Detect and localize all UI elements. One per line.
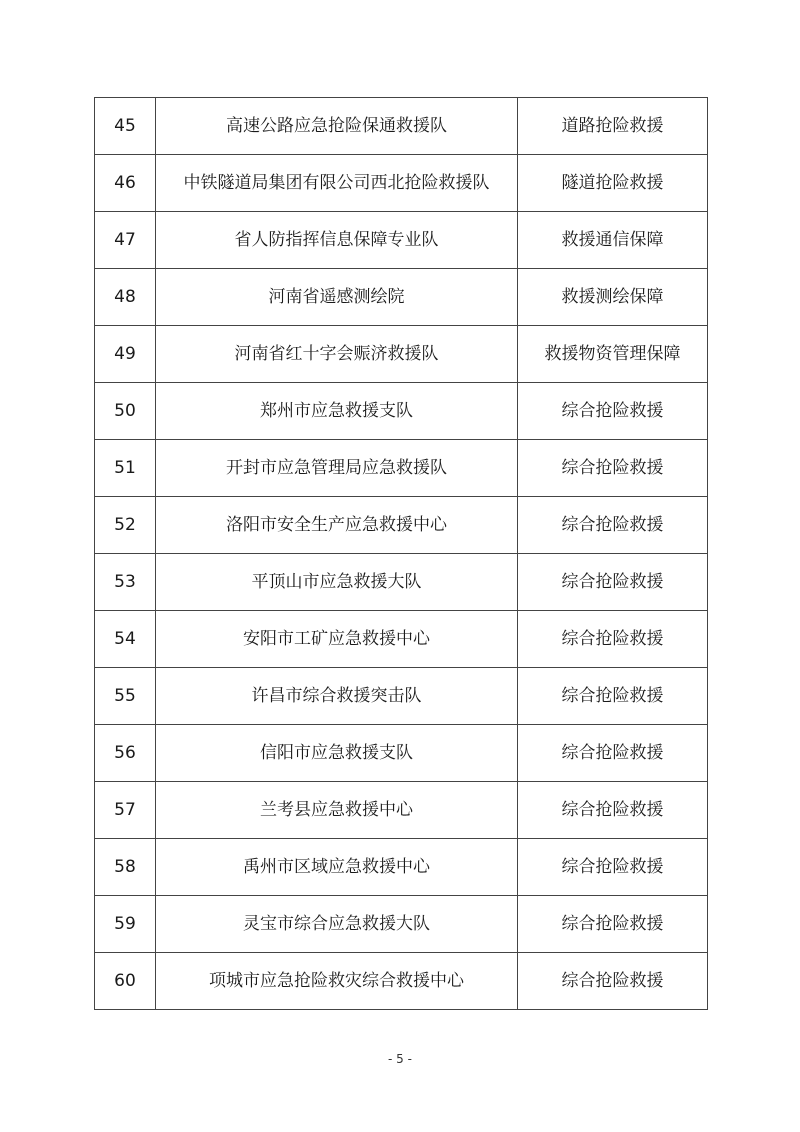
team-name: 郑州市应急救援支队	[156, 383, 518, 440]
row-number: 60	[95, 953, 156, 1010]
row-number: 47	[95, 212, 156, 269]
table-row	[95, 497, 708, 554]
team-name: 开封市应急管理局应急救援队	[156, 440, 518, 497]
rescue-type: 救援通信保障	[518, 212, 708, 269]
row-number: 46	[95, 155, 156, 212]
rescue-type: 救援物资管理保障	[518, 326, 708, 383]
table-row	[95, 953, 708, 1010]
row-number: 51	[95, 440, 156, 497]
team-name: 禹州市区域应急救援中心	[156, 839, 518, 896]
rescue-type: 综合抢险救援	[518, 383, 708, 440]
team-name: 项城市应急抢险救灾综合救援中心	[156, 953, 518, 1010]
rescue-type: 综合抢险救援	[518, 440, 708, 497]
row-number: 54	[95, 611, 156, 668]
team-name: 灵宝市综合应急救援大队	[156, 896, 518, 953]
table-row	[95, 725, 708, 782]
rescue-type: 综合抢险救援	[518, 953, 708, 1010]
row-number: 50	[95, 383, 156, 440]
page-number: - 5 -	[388, 1052, 412, 1066]
table-row	[95, 839, 708, 896]
table-row	[95, 611, 708, 668]
row-number: 58	[95, 839, 156, 896]
rescue-type: 综合抢险救援	[518, 725, 708, 782]
team-name: 许昌市综合救援突击队	[156, 668, 518, 725]
team-name: 信阳市应急救援支队	[156, 725, 518, 782]
row-number: 45	[95, 98, 156, 155]
team-name: 高速公路应急抢险保通救援队	[156, 98, 518, 155]
table-row	[95, 440, 708, 497]
rescue-type: 综合抢险救援	[518, 611, 708, 668]
rescue-type: 隧道抢险救援	[518, 155, 708, 212]
rescue-type: 道路抢险救援	[518, 98, 708, 155]
team-name: 河南省遥感测绘院	[156, 269, 518, 326]
rescue-team-table	[94, 97, 708, 1010]
table-row	[95, 668, 708, 725]
row-number: 55	[95, 668, 156, 725]
rescue-type: 综合抢险救援	[518, 668, 708, 725]
row-number: 52	[95, 497, 156, 554]
rescue-type: 综合抢险救援	[518, 896, 708, 953]
row-number: 53	[95, 554, 156, 611]
team-name: 省人防指挥信息保障专业队	[156, 212, 518, 269]
table-row	[95, 383, 708, 440]
table-row	[95, 98, 708, 155]
team-name: 安阳市工矿应急救援中心	[156, 611, 518, 668]
rescue-type: 救援测绘保障	[518, 269, 708, 326]
table-row	[95, 269, 708, 326]
rescue-type: 综合抢险救援	[518, 782, 708, 839]
rescue-type: 综合抢险救援	[518, 839, 708, 896]
row-number: 59	[95, 896, 156, 953]
team-name: 洛阳市安全生产应急救援中心	[156, 497, 518, 554]
table-row	[95, 554, 708, 611]
table-row	[95, 155, 708, 212]
row-number: 49	[95, 326, 156, 383]
table-row	[95, 326, 708, 383]
team-name: 兰考县应急救援中心	[156, 782, 518, 839]
table-row	[95, 212, 708, 269]
table-body	[95, 98, 708, 1010]
row-number: 48	[95, 269, 156, 326]
team-name: 中铁隧道局集团有限公司西北抢险救援队	[156, 155, 518, 212]
table-row	[95, 896, 708, 953]
row-number: 57	[95, 782, 156, 839]
row-number: 56	[95, 725, 156, 782]
rescue-type: 综合抢险救援	[518, 497, 708, 554]
team-name: 河南省红十字会赈济救援队	[156, 326, 518, 383]
rescue-type: 综合抢险救援	[518, 554, 708, 611]
team-name: 平顶山市应急救援大队	[156, 554, 518, 611]
table-row	[95, 782, 708, 839]
